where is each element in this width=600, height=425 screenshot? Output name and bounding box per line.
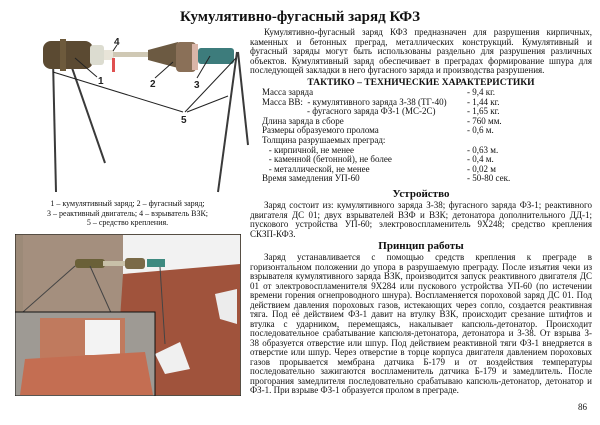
spec-value: - 0,6 м. — [467, 125, 494, 136]
spec-value: - 1,44 кг. — [467, 96, 500, 107]
text-line: прогорания замедлителя последовательно срабатываю капсюль-детонатор, детонатор и — [250, 375, 592, 386]
specs-heading: ТАКТИКО – ТЕХНИЧЕСКИЕ ХАРАКТЕРИСТИКИ — [307, 78, 535, 88]
callout-3: 3 — [194, 80, 200, 91]
spec-row — [262, 174, 562, 184]
stakes — [53, 52, 248, 192]
spec-label: - металлической, не менее — [262, 163, 370, 174]
principle-heading: Принцип работы — [378, 240, 464, 252]
text-line: тяга. Под её действием ФЗ-1 давит на втулку ВЗК, происходит срезание штифтов и — [250, 309, 592, 319]
text-line: Кумулятивно-фугасный заряд КФЗ предназначен для разрушения кирпичных, — [264, 27, 592, 37]
spec-label: Толщина разрушаемых преград: — [262, 134, 386, 145]
callout-2: 2 — [150, 79, 156, 90]
device-paragraph — [250, 201, 592, 239]
high-explosive-charge — [148, 42, 198, 72]
spec-value: - 0,02 м — [467, 163, 496, 174]
spec-label: Время замедления УП-60 — [262, 173, 360, 184]
inset-breach-photo — [15, 312, 155, 396]
page-number: 86 — [578, 402, 587, 412]
spec-label: Длина заряда в сборе — [262, 115, 344, 126]
spec-label: - каменной (бетонной), не более — [262, 154, 392, 165]
spec-value: - 0,63 м. — [467, 144, 499, 155]
spec-value: - 0,4 м. — [467, 154, 494, 165]
safety-pin — [112, 58, 115, 72]
text-line: ФЗ-1. При взрыве ФЗ-1 образуется пролом в преграде. — [250, 385, 459, 395]
text-line: действием давления пороховых газов, истекающих через сопло, создается реактивная — [250, 299, 592, 310]
callout-4: 4 — [114, 37, 120, 48]
spec-value: - 760 мм. — [467, 115, 502, 126]
page-title: Кумулятивно-фугасный заряд КФЗ — [179, 9, 421, 25]
text-line: Заряд устанавливается с помощью средств крепления к преграде в — [264, 252, 592, 262]
charge-illustration — [0, 20, 250, 195]
text-line: Заряд состоит из: кумулятивного заряда З-38; фугасного заряда ФЗ-1; реактивного — [264, 200, 592, 210]
brick-wall — [23, 235, 123, 313]
spec-value: - 50-80 сек. — [467, 173, 511, 184]
spec-value: - 1,65 кг. — [467, 106, 500, 117]
field-photo — [15, 234, 241, 396]
text-line: пускового устройства УП-60; электровоспламенитель 9Х248; средство крепления — [250, 219, 592, 230]
device-heading: Устройство — [392, 188, 450, 200]
text-line: последовательное срабатывание капсюля-детонатора, детонатора и З-38. От взрыва З- — [250, 328, 592, 338]
text-line: времени горения огнепроводного шнура). Воспламеняется пороховой заряд ДС 01. Под — [250, 290, 592, 300]
spec-label: Размеры образуемого пролома — [262, 125, 379, 136]
rod — [113, 52, 148, 57]
caption-line: 5 – средство крепления. — [86, 218, 169, 227]
spec-label: - кирпичной, не менее — [262, 144, 355, 155]
text-line: объектов. Кумулятивный заряд обеспечивает в преградах формирование шпура для — [250, 55, 592, 66]
caption-line: 1 – кумулятивный заряд; 2 – фугасный заряд; — [50, 199, 205, 208]
spec-label: Масса заряда — [262, 87, 314, 97]
spec-label: - фугасного заряда ФЗ-1 (МС-2С) — [262, 106, 436, 117]
spec-label: Масса ВВ: - кумулятивного заряда З-38 (ТГ-40) — [262, 96, 447, 107]
callout-5: 5 — [181, 115, 187, 126]
text-line: газов прорывается мембрана датчика Б-179 и от воздействия температуры — [250, 356, 592, 367]
callout-1: 1 — [98, 76, 104, 87]
rocket-motor — [198, 48, 234, 64]
text-line: 38 образуется отверстие или шпур. Под действием реактивной тяги ФЗ-1 внедряется в — [250, 337, 592, 348]
caption-line: 3 – реактивный двигатель; 4 – взрыватель ВЗК; — [46, 208, 209, 218]
text-line: взрывателя кумулятивного заряда ВЗК, производится запуск реактивного двигателя ДС — [250, 271, 592, 281]
text-line: последовательно зажигаются воспламенитель датчика Б-179 и замедлитель. После — [250, 366, 592, 376]
specs-table — [262, 88, 562, 184]
text-line: СКЗП-КФЗ. — [250, 228, 296, 239]
text-line: втулка с ударником, перемещаясь, накалывает капсюль-детонатор. Происходит — [250, 318, 592, 329]
text-line: 01 от электровоспламенителя 9Х284 или пускового устройства УП-60 (по истечении — [250, 280, 592, 291]
text-line: фугасный заряды могут быть использованы раздельно для разрушения различных — [250, 46, 592, 57]
text-line: каменных и бетонных преград, металлических конструкций. Кумулятивный и — [250, 36, 592, 47]
text-line: отверстие или шпур. Через отверстие в торце корпуса двигателя давлением пороховых — [250, 347, 592, 357]
text-line: горизонтальном положении до упора в разрушаемую преграду. После изъятия чеки из — [250, 261, 592, 272]
text-line: последующей закладки в него фугасного заряда и производства разрушения. — [250, 65, 545, 76]
principle-paragraph — [250, 253, 592, 396]
intro-paragraph — [250, 28, 592, 76]
cumulative-charge — [43, 39, 104, 71]
text-line: двигателя ДС 01; двух взрывателей ВЗФ и ВЗК; детонатора дополнительного ДД-1; — [250, 209, 592, 220]
spec-value: - 9,4 кг. — [467, 87, 496, 97]
figure-caption — [20, 199, 235, 228]
